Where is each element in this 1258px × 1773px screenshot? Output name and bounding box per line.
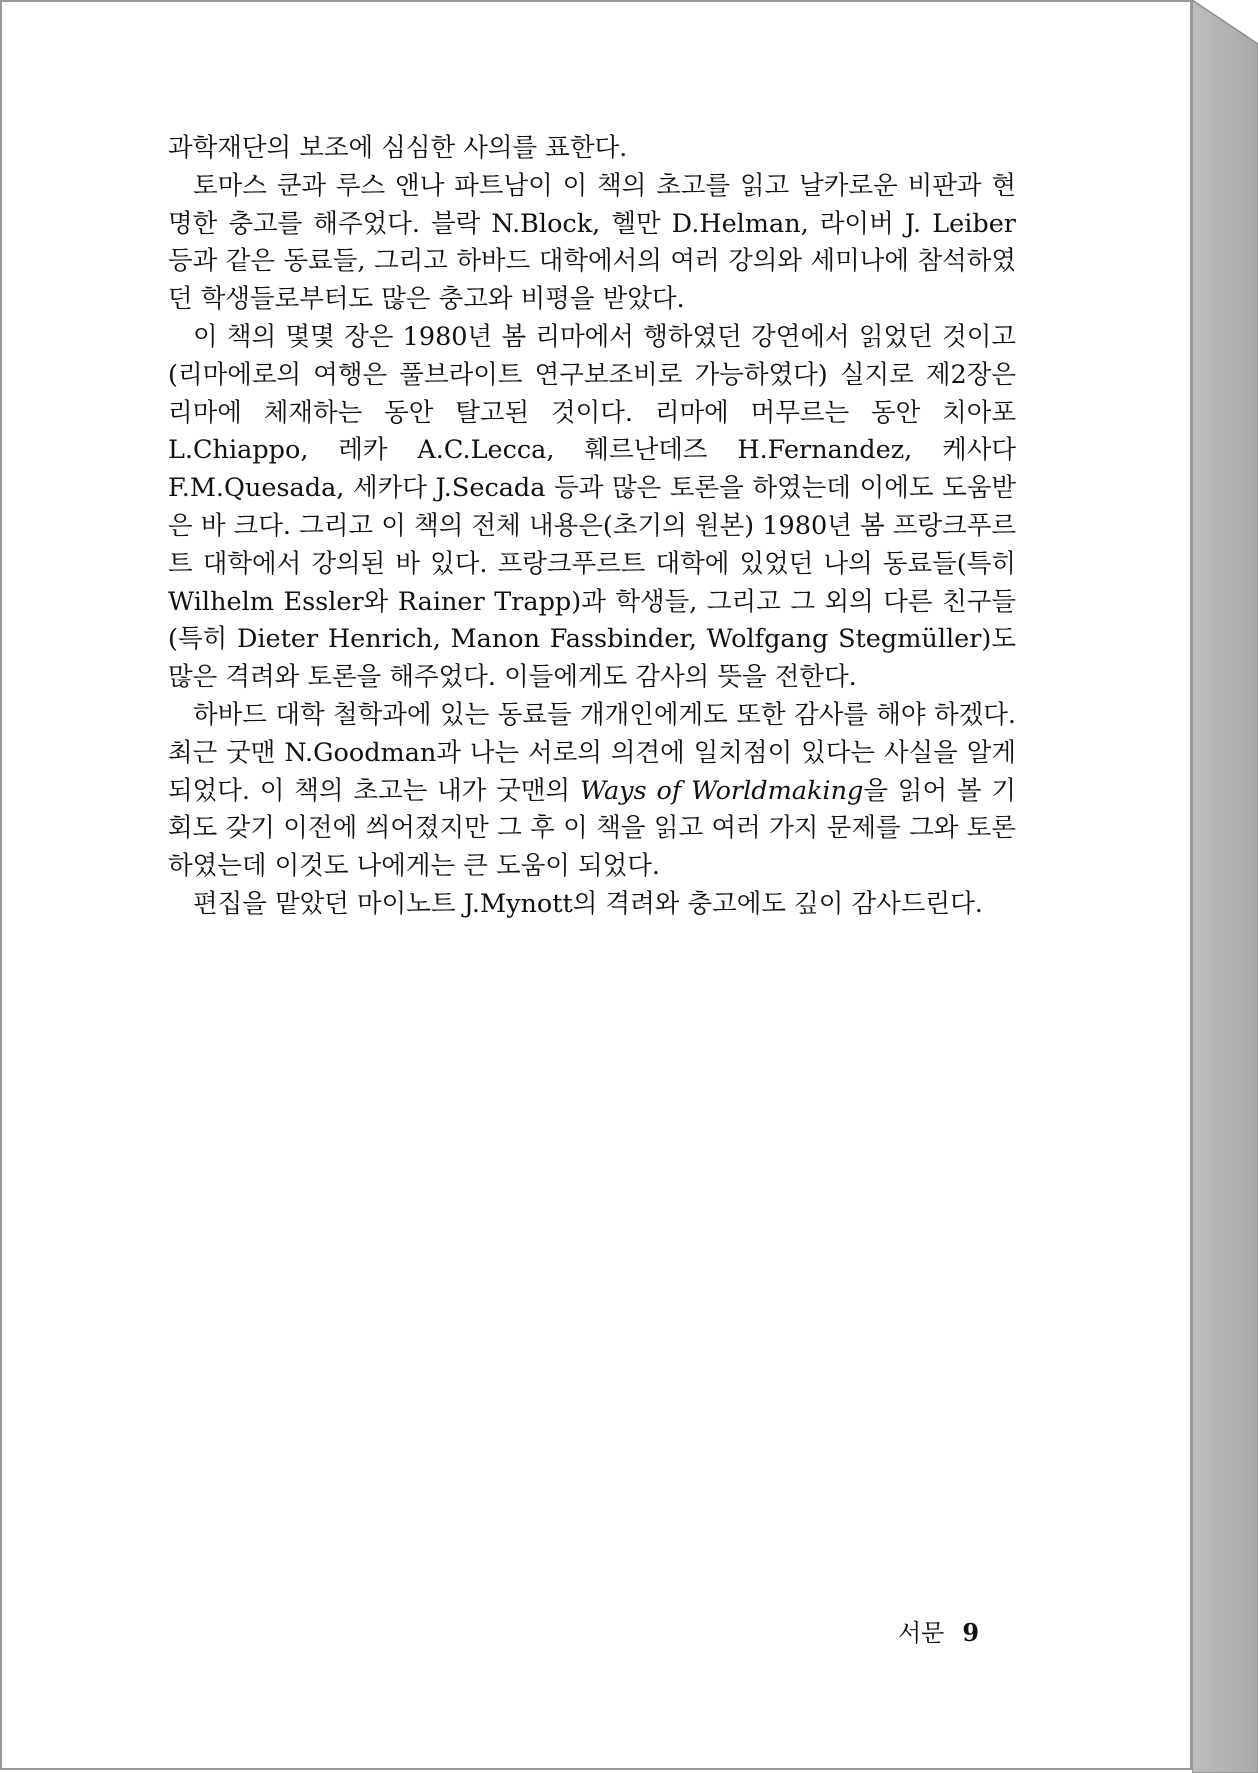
page-edge-shadow (1192, 0, 1258, 1773)
body-text (168, 130, 1016, 924)
book-title-italic: Ways of Worldmaking (579, 775, 864, 806)
page-footer (898, 1613, 979, 1648)
paragraph: 토마스 쿤과 루스 앤나 파트남이 이 책의 초고를 읽고 날카로운 비판과 현명한 충고를 해주었다. 블락 N.Block, 헬만 D.Helman, 라이버 J. Leiber 등과 같은 동료들, 그리고 하바드 대학에서의 여러 강의와 세미나에 참석하였던 학생들로부터도 많은 충고와 비평을 받았다. (168, 170, 1016, 315)
footer-section-title: 서문 (898, 1619, 945, 1647)
paragraph-text: 하바드 대학 철학과에 있는 동료들 개개인에게도 또한 감사를 해야 하겠다. 최근 굿맨 N.Goodman과 나는 서로의 의견에 일치점이 있다는 사실을 알게 되었다. 이 책의 초고는 내가 굿맨의 (168, 699, 1016, 806)
page-number: 9 (962, 1618, 980, 1647)
paragraph: 편집을 맡았던 마이노트 J.Mynott의 격려와 충고에도 깊이 감사드린다. (193, 888, 983, 919)
paragraph: 과학재단의 보조에 심심한 사의를 표한다. (168, 133, 628, 163)
paragraph-text: 을 읽어 볼 기회도 갖기 이전에 씌어졌지만 그 후 이 책을 읽고 여러 가지 문제를 그와 토론하였는데 이것도 나에게는 큰 도움이 되었다. (168, 775, 1016, 882)
paragraph: 이 책의 몇몇 장은 1980년 봄 리마에서 행하였던 강연에서 읽었던 것이고(리마에로의 여행은 풀브라이트 연구보조비로 가능하였다) 실지로 제2장은 리마에 체재하는 동안 탈고된 것이다. 리마에 머무르는 동안 치아포 L.Chiappo, 레카 A.C.Lecca, 훼르난데즈 H.Fernandez, 케사다 F.M.Quesada, 세카다 J.Secada 등과 많은 토론을 하였는데 이에도 도움받은 바 크다. 그리고 이 책의 전체 내용은(초기의 원본) 1980년 봄 프랑크푸르트 대학에서 강의된 바 있다. 프랑크푸르트 대학에 있었던 나의 동료들(특히 Wilhelm Essler와 Rainer Trapp)과 학생들, 그리고 그 외의 다른 친구들(특히 Dieter Henrich, Manon Fassbinder, Wolfgang Stegmüller)도 많은 격려와 토론을 해주었다. 이들에게도 감사의 뜻을 전한다. (168, 321, 1016, 693)
page-edge-graphic (1192, 0, 1258, 1773)
paragraph (168, 697, 1016, 886)
